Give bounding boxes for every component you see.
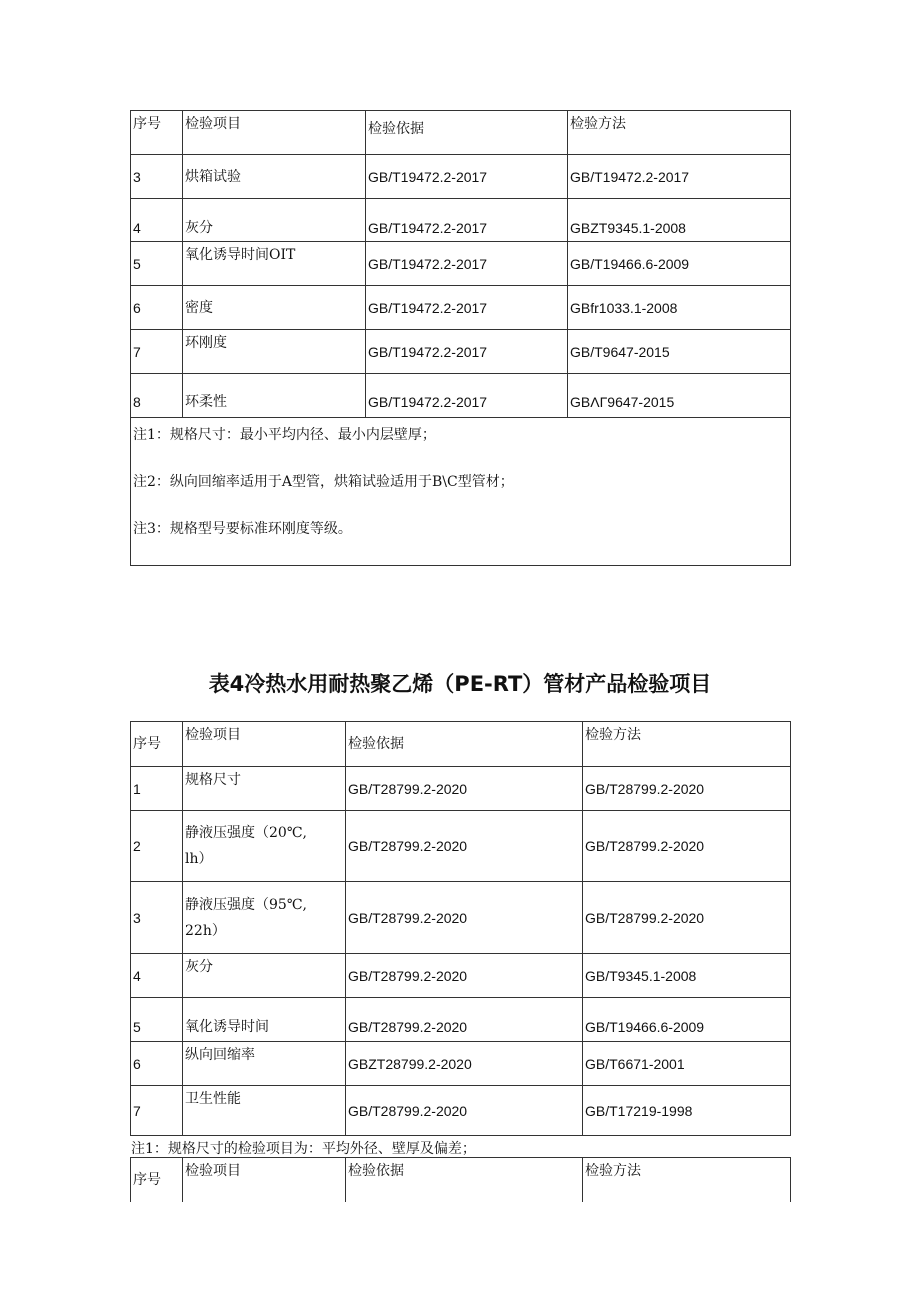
note-1: 注1：规格尺寸：最小平均内径、最小内层壁厚； <box>133 427 436 443</box>
inspection-table-3 <box>130 1157 791 1202</box>
table-row: 7 卫生性能 GB/T28799.2-2020 GB/T17219-1998 <box>131 1086 791 1136</box>
note-2: 注2：纵向回缩率适用于A型管，烘箱试验适用于B\C型管材； <box>133 474 514 490</box>
table-row: 8 环柔性 GB/T19472.2-2017 GBΛΓ9647-2015 <box>131 374 791 418</box>
table-row: 5 氧化诱导时间 GB/T28799.2-2020 GB/T19466.6-2009 <box>131 998 791 1042</box>
inspection-table-2 <box>130 721 791 1136</box>
table-row: 4 灰分 GB/T28799.2-2020 GB/T9345.1-2008 <box>131 954 791 998</box>
table-row: 6 纵向回缩率 GBZT28799.2-2020 GB/T6671-2001 <box>131 1042 791 1086</box>
table-row: 1 规格尺寸 GB/T28799.2-2020 GB/T28799.2-2020 <box>131 767 791 811</box>
table-header-row: 序号 检验项目 检验依据 检验方法 <box>131 1158 791 1202</box>
header-cell: 检验方法 <box>568 111 791 155</box>
table-header-row: 序号 检验项目 检验依据 检验方法 <box>131 722 791 767</box>
header-cell: 序号 <box>131 111 183 155</box>
header-cell: 检验依据 <box>366 111 568 155</box>
table-row: 2 静液压强度（20℃, lh） GB/T28799.2-2020 GB/T28799.2-2020 <box>131 811 791 882</box>
table-row: 3 静液压强度（95℃, 22h） GB/T28799.2-2020 GB/T28799.2-2020 <box>131 882 791 954</box>
note-3: 注3：规格型号要标准环刚度等级。 <box>133 521 352 537</box>
table-row: 7 环刚度 GB/T19472.2-2017 GB/T9647-2015 <box>131 330 791 374</box>
notes-row <box>131 418 791 566</box>
table-row: 5 氧化诱导时间OIT GB/T19472.2-2017 GB/T19466.6-2009 <box>131 242 791 286</box>
table-row: 6 密度 GB/T19472.2-2017 GBfr1033.1-2008 <box>131 286 791 330</box>
table-header-row <box>131 111 791 155</box>
table2-note: 注1：规格尺寸的检验项目为：平均外径、壁厚及偏差； <box>131 1141 476 1157</box>
inspection-table-1 <box>130 110 791 566</box>
table-row: 3 烘箱试验 GB/T19472.2-2017 GB/T19472.2-2017 <box>131 155 791 199</box>
table-title: 表4冷热水用耐热聚乙烯（PE-RT）管材产品检验项目 <box>208 672 712 696</box>
table-row: 4 灰分 GB/T19472.2-2017 GBZT9345.1-2008 <box>131 199 791 242</box>
header-cell: 检验项目 <box>183 111 366 155</box>
